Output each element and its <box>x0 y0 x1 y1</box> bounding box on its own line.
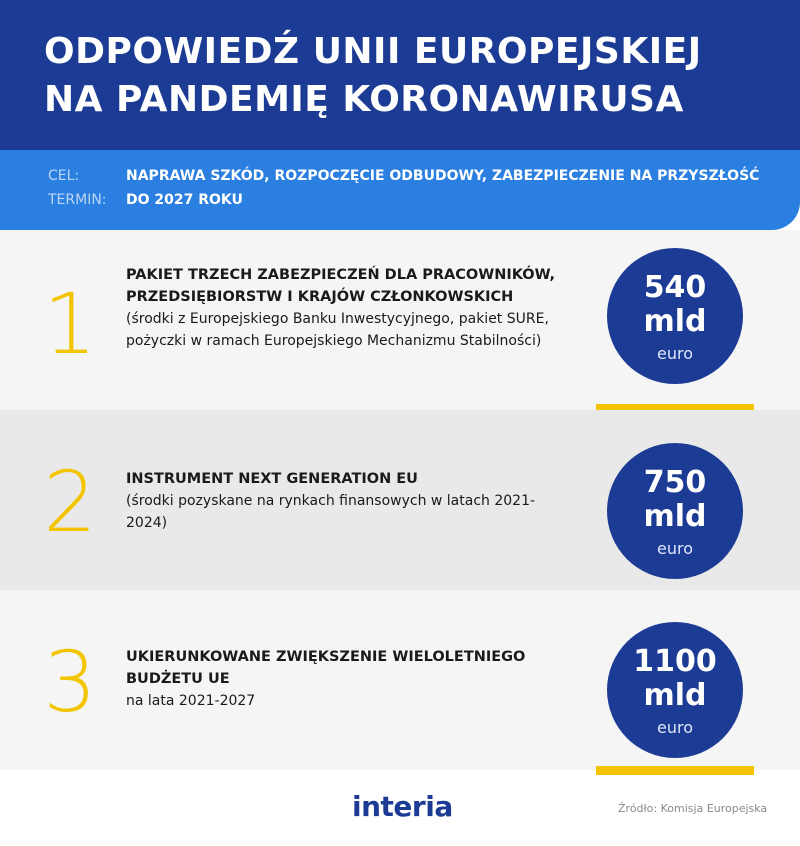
amount-currency: euro <box>657 344 693 363</box>
item-title: PAKIET TRZECH ZABEZPIECZEŃ DLA PRACOWNIKÓW, PRZEDSIĘBIORSTW I KRAJÓW CZŁONKOWSKICH <box>126 267 555 305</box>
item-title: UKIERUNKOWANE ZWIĘKSZENIE WIELOLETNIEGO BUDŻETU UE <box>126 649 526 687</box>
amount-value: 540 <box>643 270 707 305</box>
deadline-label: TERMIN: <box>48 192 107 208</box>
amount-circle <box>607 443 743 579</box>
source-note: Źródło: Komisja Europejska <box>618 802 768 815</box>
amount-currency: euro <box>657 539 693 558</box>
item-description: (środki z Europejskiego Banku Inwestycyjnego, pakiet SURE, pożyczki w ramach Europejskiego Mechanizmu Stabilności) <box>126 311 549 349</box>
item-number: 1 <box>43 275 97 373</box>
amount-circle <box>607 248 743 384</box>
amount-currency: euro <box>657 718 693 737</box>
item-description: na lata 2021-2027 <box>126 693 256 709</box>
goal-banner <box>0 150 800 230</box>
item-text <box>126 468 566 534</box>
amount-value: 1100 <box>633 644 717 679</box>
item-number: 3 <box>43 633 97 731</box>
amount-unit: mld <box>643 499 707 534</box>
item-number: 2 <box>43 453 97 551</box>
amount-unit: mld <box>643 304 707 339</box>
amount-circle <box>607 622 743 758</box>
interia-logo: interia <box>352 790 453 823</box>
page-title: ODPOWIEDŹ UNII EUROPEJSKIEJ NA PANDEMIĘ KORONAWIRUSA <box>44 31 702 120</box>
header-banner <box>0 0 800 150</box>
item-text <box>126 646 566 712</box>
measure-item-3 <box>0 590 800 770</box>
measure-item-1 <box>0 230 800 410</box>
item-text <box>126 264 566 352</box>
deadline-value: DO 2027 ROKU <box>126 192 243 208</box>
item-description: (środki pozyskane na rynkach finansowych w latach 2021-2024) <box>126 493 536 531</box>
goal-label: CEL: <box>48 168 80 184</box>
amount-unit: mld <box>643 678 707 713</box>
goal-value: NAPRAWA SZKÓD, ROZPOCZĘCIE ODBUDOWY, ZABEZPIECZENIE NA PRZYSZŁOŚĆ <box>126 168 760 184</box>
item-title: INSTRUMENT NEXT GENERATION EU <box>126 471 418 487</box>
yellow-divider-bar <box>596 766 754 775</box>
amount-value: 750 <box>643 465 707 500</box>
measure-item-2 <box>0 410 800 590</box>
